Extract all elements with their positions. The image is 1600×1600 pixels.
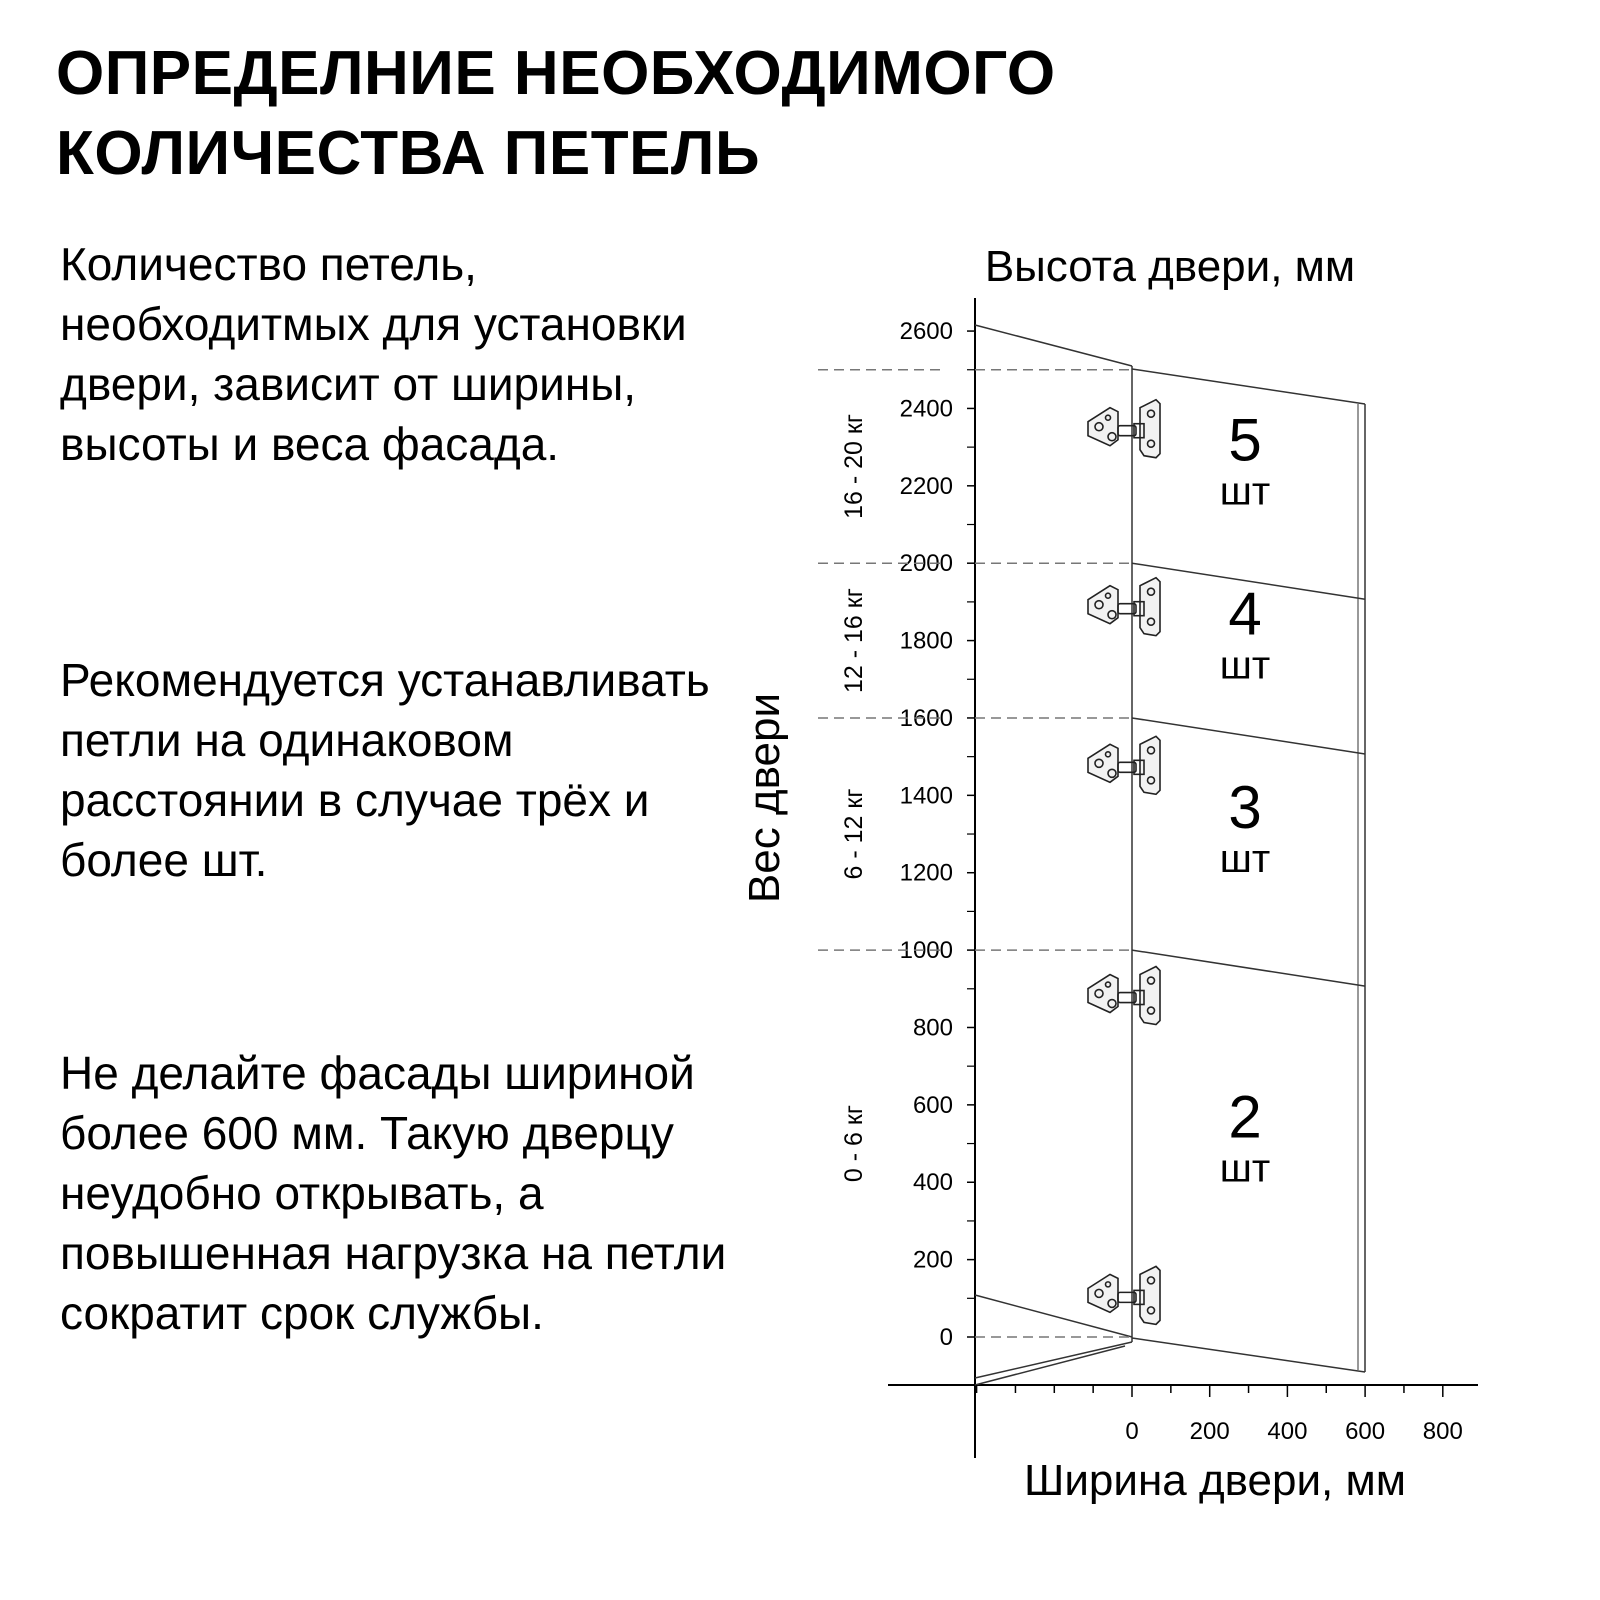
weight-band-label-1: 6 - 12 кг [840,788,868,880]
y-tick-label-1200: 1200 [899,859,953,887]
hinge-icon [1088,736,1160,794]
hinge-count-unit-3: шт [1219,469,1271,514]
hinge-icon [1088,400,1160,458]
hinge-count-unit-0: шт [1219,1146,1271,1191]
y-axis-title: Высота двери, мм [984,242,1356,291]
floor-perspective-line [975,1342,1132,1378]
door-panel [975,325,1365,1385]
y-tick-label-1000: 1000 [899,937,953,965]
hinge-count-0: 2 [1228,1083,1262,1151]
y-tick-label-0: 0 [939,1324,953,1351]
x-tick-label-600: 600 [1345,1418,1386,1445]
y-tick-label-1800: 1800 [899,627,953,655]
x-tick-label-0: 0 [1125,1418,1139,1445]
y-tick-label-2000: 2000 [899,550,953,578]
weight-band-label-3: 16 - 20 кг [840,414,868,519]
hinge-icon [1088,1266,1160,1324]
weight-band-label-2: 12 - 16 кг [840,588,868,694]
title-line-2: КОЛИЧЕСТВА ПЕТЕЛЬ [56,119,761,188]
paragraph-width-warning: Не делайте фасады шириной более 600 мм. Такую дверцу неудобно открывать, а повышенная нагрузка на петли сократит срок службы. [60,1047,727,1339]
hinge-count-unit-1: шт [1219,837,1271,882]
y-tick-label-600: 600 [912,1091,953,1119]
hinge-count-3: 5 [1228,406,1262,474]
weight-band-label-0: 0 - 6 кг [840,1105,868,1183]
door-top-edge-closed [975,325,1132,366]
hinge-count-unit-2: шт [1219,643,1271,688]
y-tick-label-200: 200 [912,1246,953,1274]
hinge-count-1: 3 [1228,774,1262,842]
x-tick-label-200: 200 [1189,1418,1230,1445]
weight-axis-title: Вес двери [740,692,789,904]
y-tick-label-800: 800 [912,1014,953,1042]
x-tick-label-400: 400 [1267,1418,1308,1445]
title-line-1: ОПРЕДЕЛНИЕ НЕОБХОДИМОГО [56,39,1056,108]
y-tick-label-2600: 2600 [899,318,953,346]
x-tick-label-800: 800 [1422,1418,1463,1445]
x-axis-title: Ширина двери, мм [1024,1456,1406,1505]
door-top-edge [1132,369,1365,404]
hinge-icon [1088,967,1160,1025]
y-tick-label-1400: 1400 [899,782,953,810]
y-tick-label-2400: 2400 [899,395,953,423]
y-tick-label-1600: 1600 [899,704,953,732]
y-tick-label-400: 400 [912,1169,953,1197]
floor-perspective-line-2 [975,1346,1125,1385]
band-boundary-1000-door-split [1132,950,1365,986]
y-tick-label-2200: 2200 [899,472,953,500]
band-boundary-1600-door-split [1132,718,1365,754]
paragraph-spacing: Рекомендуется устанавливать петли на одинаковом расстоянии в случае трёх и более шт. [60,654,710,886]
hinge-icon [1088,578,1160,636]
door-bottom-edge [1132,1338,1365,1372]
hinge-count-2: 4 [1228,580,1262,648]
paragraph-hinge-count: Количество петель, необходитмых для установки двери, зависит от ширины, высоты и веса фасада. [60,238,687,470]
